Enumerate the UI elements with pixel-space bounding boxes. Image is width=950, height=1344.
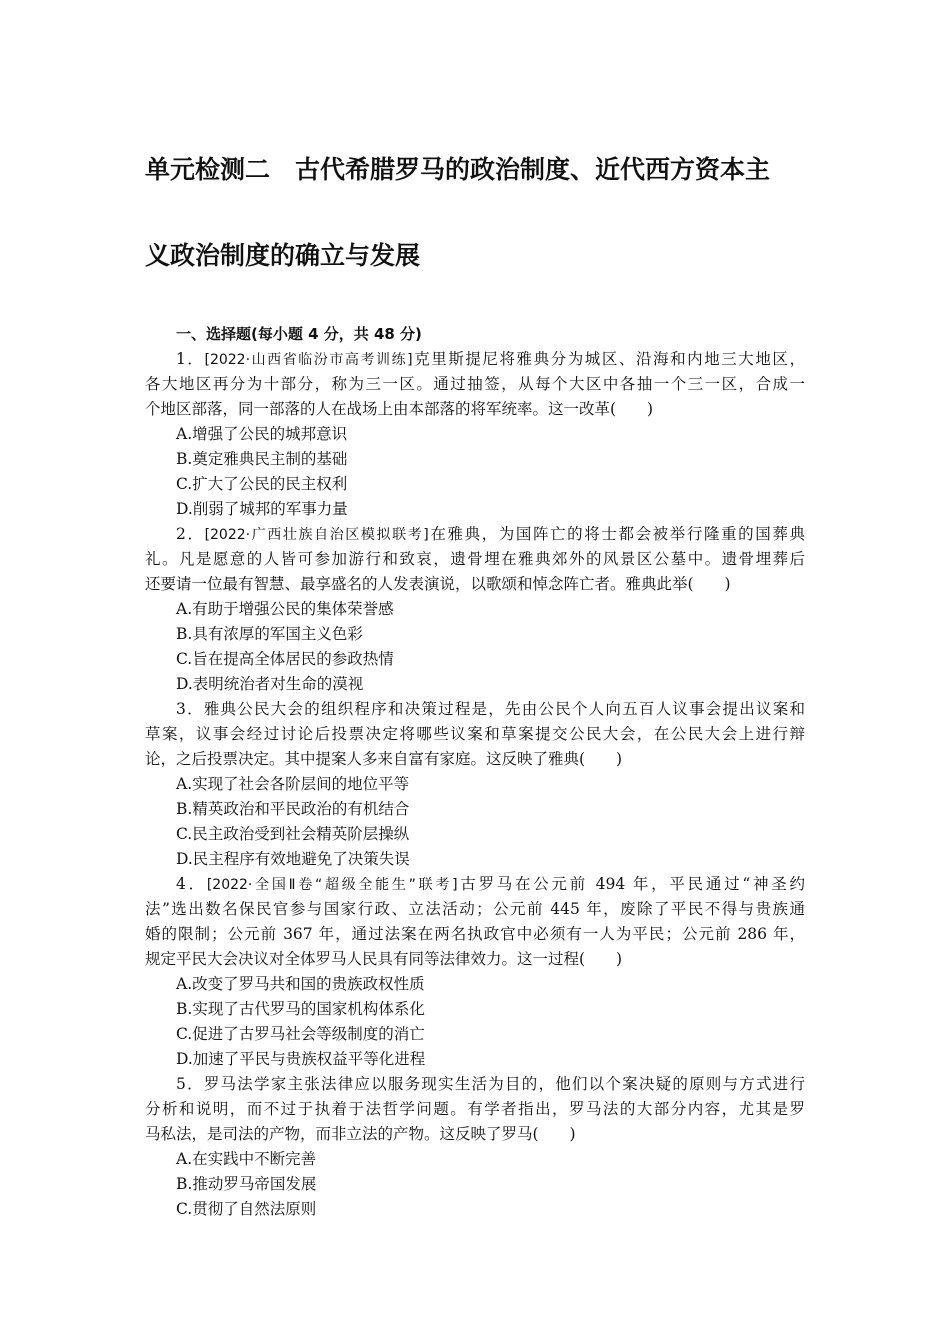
- question-text: 罗马法学家主张法律应以服务现实生活为目的，他们以个案决疑的原则与方式进行: [203, 1075, 805, 1093]
- title-line-2: 义政治制度的确立与发展: [145, 241, 421, 270]
- question-source: [2022·山西省临汾市高考训练]: [204, 352, 413, 368]
- question-5: [145, 1072, 805, 1222]
- option-c: C.旨在提高全体居民的参政热情: [176, 650, 394, 668]
- option-d: D.加速了平民与贵族权益平等化进程: [176, 1050, 426, 1068]
- question-text: 克里斯提尼将雅典分为城区、沿海和内地三大地区，: [412, 350, 805, 368]
- option-a: A.实现了社会各阶层间的地位平等: [176, 775, 410, 793]
- question-text: 草案，议事会经过讨论后投票决定将哪些议案和草案提交公民大会，在公民大会上进行辩: [145, 725, 805, 743]
- question-text: 论，之后投票决定。其中提案人多来自富有家庭。这反映了雅典( ): [145, 750, 623, 768]
- option-b: B.推动罗马帝国发展: [176, 1175, 317, 1193]
- option-d: D.表明统治者对生命的漠视: [176, 675, 364, 693]
- question-text: 规定平民大会决议对全体罗马人民具有同等法律效力。这一过程( ): [145, 950, 623, 968]
- question-number: 4．: [176, 875, 207, 893]
- option-d: D.削弱了城邦的军事力量: [176, 500, 348, 518]
- question-text: 古罗马在公元前 494 年，平民通过“神圣约: [457, 875, 805, 893]
- question-number: 2．: [176, 525, 205, 543]
- question-text: 礼。凡是愿意的人皆可参加游行和致哀，遗骨埋在雅典郊外的风景区公墓中。遗骨埋葬后: [145, 550, 805, 568]
- question-2: [145, 522, 805, 697]
- question-3: [145, 697, 805, 872]
- question-number: 3．: [176, 700, 204, 718]
- option-c: C.促进了古罗马社会等级制度的消亡: [176, 1025, 425, 1043]
- question-first-line: [145, 872, 805, 897]
- question-1: [145, 347, 805, 522]
- question-text: 分析和说明，而不过于执着于法哲学问题。有学者指出，罗马法的大部分内容，尤其是罗: [145, 1100, 805, 1118]
- question-text: 个地区部落，同一部落的人在战场上由本部落的将军统率。这一改革( ): [145, 400, 654, 418]
- option-b: B.具有浓厚的军国主义色彩: [176, 625, 363, 643]
- question-text: 马私法，是司法的产物，而非立法的产物。这反映了罗马( ): [145, 1125, 576, 1143]
- option-b: B.奠定雅典民主制的基础: [176, 450, 348, 468]
- option-c: C.民主政治受到社会精英阶层操纵: [176, 825, 410, 843]
- option-a: A.有助于增强公民的集体荣誉感: [176, 600, 394, 618]
- question-4: [145, 872, 805, 1072]
- question-text: 在雅典，为国阵亡的将士都会被举行隆重的国葬典: [428, 525, 805, 543]
- question-first-line: [145, 1072, 805, 1097]
- question-text: 各大地区再分为十部分，称为三一区。通过抽签，从每个大区中各抽一个三一区，合成一: [145, 375, 805, 393]
- option-c: C.扩大了公民的民主权利: [176, 475, 348, 493]
- question-text: 法”选出数名保民官参与国家行政、立法活动；公元前 445 年，废除了平民不得与贵族通: [145, 900, 805, 918]
- question-text: 还要请一位最有智慧、最享盛名的人发表演说，以歌颂和悼念阵亡者。雅典此举( ): [145, 575, 731, 593]
- question-source: [2022·全国Ⅱ卷“超级全能生”联考]: [206, 877, 458, 893]
- question-text: 婚的限制；公元前 367 年，通过法案在两名执政官中必须有一人为平民；公元前 286 年，: [145, 925, 805, 943]
- section-heading: 一、选择题(每小题 4 分，共 48 分): [176, 325, 422, 343]
- question-first-line: [145, 697, 805, 722]
- option-a: A.在实践中不断完善: [176, 1150, 317, 1168]
- question-text: 雅典公民大会的组织程序和决策过程是，先由公民个人向五百人议事会提出议案和: [203, 700, 805, 718]
- question-number: 1．: [176, 350, 205, 368]
- content: [145, 322, 805, 1222]
- question-source: [2022·广西壮族自治区模拟联考]: [204, 527, 429, 543]
- option-b: B.实现了古代罗马的国家机构体系化: [176, 1000, 425, 1018]
- option-a: A.改变了罗马共和国的贵族政权性质: [176, 975, 425, 993]
- option-a: A.增强了公民的城邦意识: [176, 425, 348, 443]
- question-first-line: [145, 347, 805, 372]
- question-number: 5．: [176, 1075, 204, 1093]
- question-first-line: [145, 522, 805, 547]
- option-c: C.贯彻了自然法原则: [176, 1200, 317, 1218]
- option-b: B.精英政治和平民政治的有机结合: [176, 800, 410, 818]
- option-d: D.民主程序有效地避免了决策失误: [176, 850, 410, 868]
- title-line-1: 单元检测二 古代希腊罗马的政治制度、近代西方资本主: [145, 155, 771, 184]
